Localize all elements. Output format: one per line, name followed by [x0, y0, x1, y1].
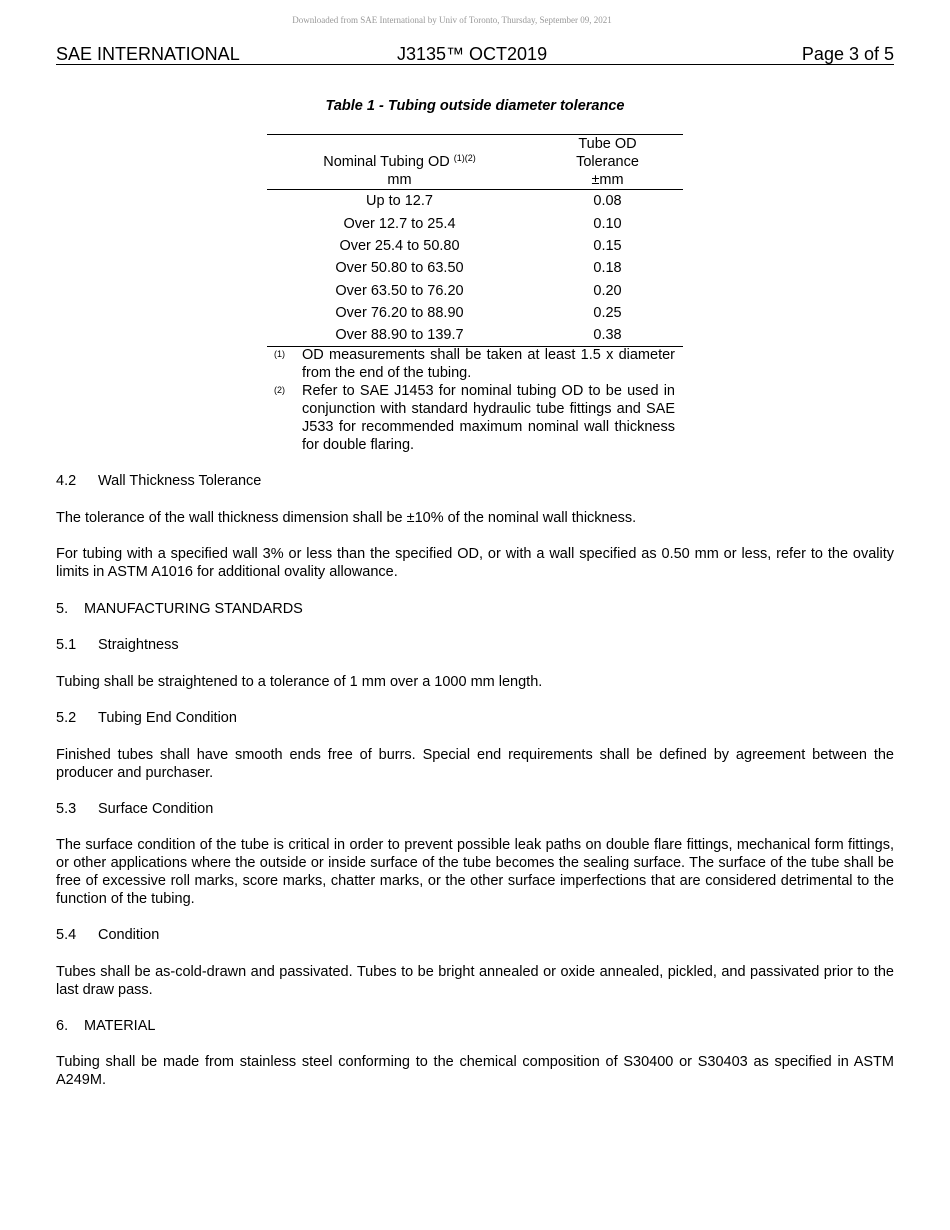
- heading-4-2: [56, 472, 261, 490]
- paragraph-straightness: Tubing shall be straightened to a tolerance of 1 mm over a 1000 mm length.: [56, 674, 543, 690]
- heading-number: 6.: [56, 1018, 69, 1034]
- table-row: [267, 190, 683, 213]
- table-row: [267, 212, 683, 234]
- cell-od: Over 12.7 to 25.4: [343, 215, 456, 232]
- heading-5-2: [56, 709, 237, 727]
- paragraph-end-condition: Finished tubes shall have smooth ends free of burrs. Special end requirements shall be defined by agreement between the producer and purchaser.: [56, 747, 894, 781]
- cell-tolerance: 0.10: [593, 215, 622, 232]
- heading-title: Condition: [98, 927, 160, 943]
- heading-number: 4.2: [56, 473, 77, 489]
- header-tolerance-line2: Tolerance: [576, 154, 639, 170]
- heading-title: MATERIAL: [84, 1018, 156, 1034]
- tolerance-table: [267, 134, 683, 347]
- heading-5-4: [56, 926, 159, 944]
- footnote-1-mark: (1): [274, 349, 285, 359]
- heading-5: [56, 600, 303, 618]
- cell-od: Over 63.50 to 76.20: [335, 282, 464, 299]
- cell-od: Over 76.20 to 88.90: [335, 305, 464, 322]
- header-footnote-refs: (1)(2): [453, 153, 476, 163]
- footnote-1-text: OD measurements shall be taken at least 1.5 x diameter from the end of the tubing.: [302, 347, 675, 381]
- heading-title: MANUFACTURING STANDARDS: [84, 601, 303, 617]
- heading-5-3: [56, 800, 213, 818]
- header-tolerance: [532, 135, 683, 190]
- heading-6: [56, 1017, 155, 1035]
- table-title: Table 1 - Tubing outside diameter tolerance: [325, 98, 625, 114]
- heading-number: 5.2: [56, 710, 77, 726]
- table-row: [267, 280, 683, 302]
- footnote-2-mark: (2): [274, 385, 285, 395]
- heading-title: Tubing End Condition: [98, 710, 237, 726]
- header-nominal-od-label: Nominal Tubing OD: [323, 154, 450, 170]
- cell-od: Over 50.80 to 63.50: [335, 260, 464, 277]
- header-nominal-od: [267, 135, 532, 190]
- cell-od: Over 88.90 to 139.7: [267, 324, 532, 347]
- paragraph-surface-condition: The surface condition of the tube is critical in order to prevent possible leak paths on double flare fittings, mechanical form fittings, or other applications where the outside or inside surface of the tube becomes the sealing surface. The surface of the tube shall be free of excessive roll marks, score marks, chatter marks, or the other surface imperfections that are considered detrimental to the function of the tubing.: [56, 837, 894, 907]
- table-footnotes: [267, 346, 683, 454]
- cell-tolerance: 0.38: [532, 324, 683, 347]
- table-row: [267, 235, 683, 257]
- heading-title: Straightness: [98, 637, 179, 653]
- header-page-number: Page 3 of 5: [801, 44, 894, 64]
- header-doc-id: J3135™ OCT2019: [397, 44, 548, 64]
- paragraph-material: Tubing shall be made from stainless steel conforming to the chemical composition of S30400 or S30403 as specified in ASTM A249M.: [56, 1054, 894, 1088]
- header-tolerance-line1: Tube OD: [578, 136, 637, 152]
- paragraph-ovality: For tubing with a specified wall 3% or less than the specified OD, or with a wall specified as 0.50 mm or less, refer to the ovality limits in ASTM A1016 for additional ovality allowance.: [56, 546, 894, 580]
- page-header: [56, 44, 894, 65]
- cell-tolerance: 0.08: [593, 193, 622, 210]
- header-org: SAE INTERNATIONAL: [56, 44, 240, 64]
- heading-5-1: [56, 636, 179, 654]
- table-row: [267, 302, 683, 324]
- footnote-2-text: Refer to SAE J1453 for nominal tubing OD to be used in conjunction with standard hydraulic tube fittings and SAE J533 for recommended maximum nominal wall thickness for double flaring.: [302, 383, 675, 453]
- heading-number: 5.: [56, 601, 69, 617]
- heading-number: 5.3: [56, 801, 77, 817]
- heading-number: 5.1: [56, 637, 77, 653]
- cell-tolerance: 0.18: [593, 260, 622, 277]
- cell-tolerance: 0.25: [593, 305, 622, 322]
- paragraph-condition: Tubes shall be as-cold-drawn and passivated. Tubes to be bright annealed or oxide annealed, pickled, and passivated prior to the last draw pass.: [56, 964, 894, 998]
- cell-od: Over 25.4 to 50.80: [339, 237, 460, 254]
- heading-title: Surface Condition: [98, 801, 214, 817]
- heading-title: Wall Thickness Tolerance: [98, 473, 262, 489]
- footnote-2: [267, 382, 683, 454]
- table-header-row: [267, 135, 683, 190]
- cell-od: Up to 12.7: [366, 193, 433, 210]
- download-watermark: Downloaded from SAE International by Univ of Toronto, Thursday, September 09, 2021: [292, 15, 612, 25]
- header-tolerance-unit: ±mm: [591, 172, 624, 188]
- heading-number: 5.4: [56, 927, 77, 943]
- paragraph-wall-tolerance: The tolerance of the wall thickness dimension shall be ±10% of the nominal wall thickness.: [56, 510, 637, 526]
- table-row: [267, 257, 683, 279]
- footnote-1: [267, 346, 683, 382]
- table-row: [267, 324, 683, 347]
- cell-tolerance: 0.15: [593, 237, 622, 254]
- cell-tolerance: 0.20: [593, 282, 622, 299]
- header-nominal-od-unit: mm: [387, 172, 412, 188]
